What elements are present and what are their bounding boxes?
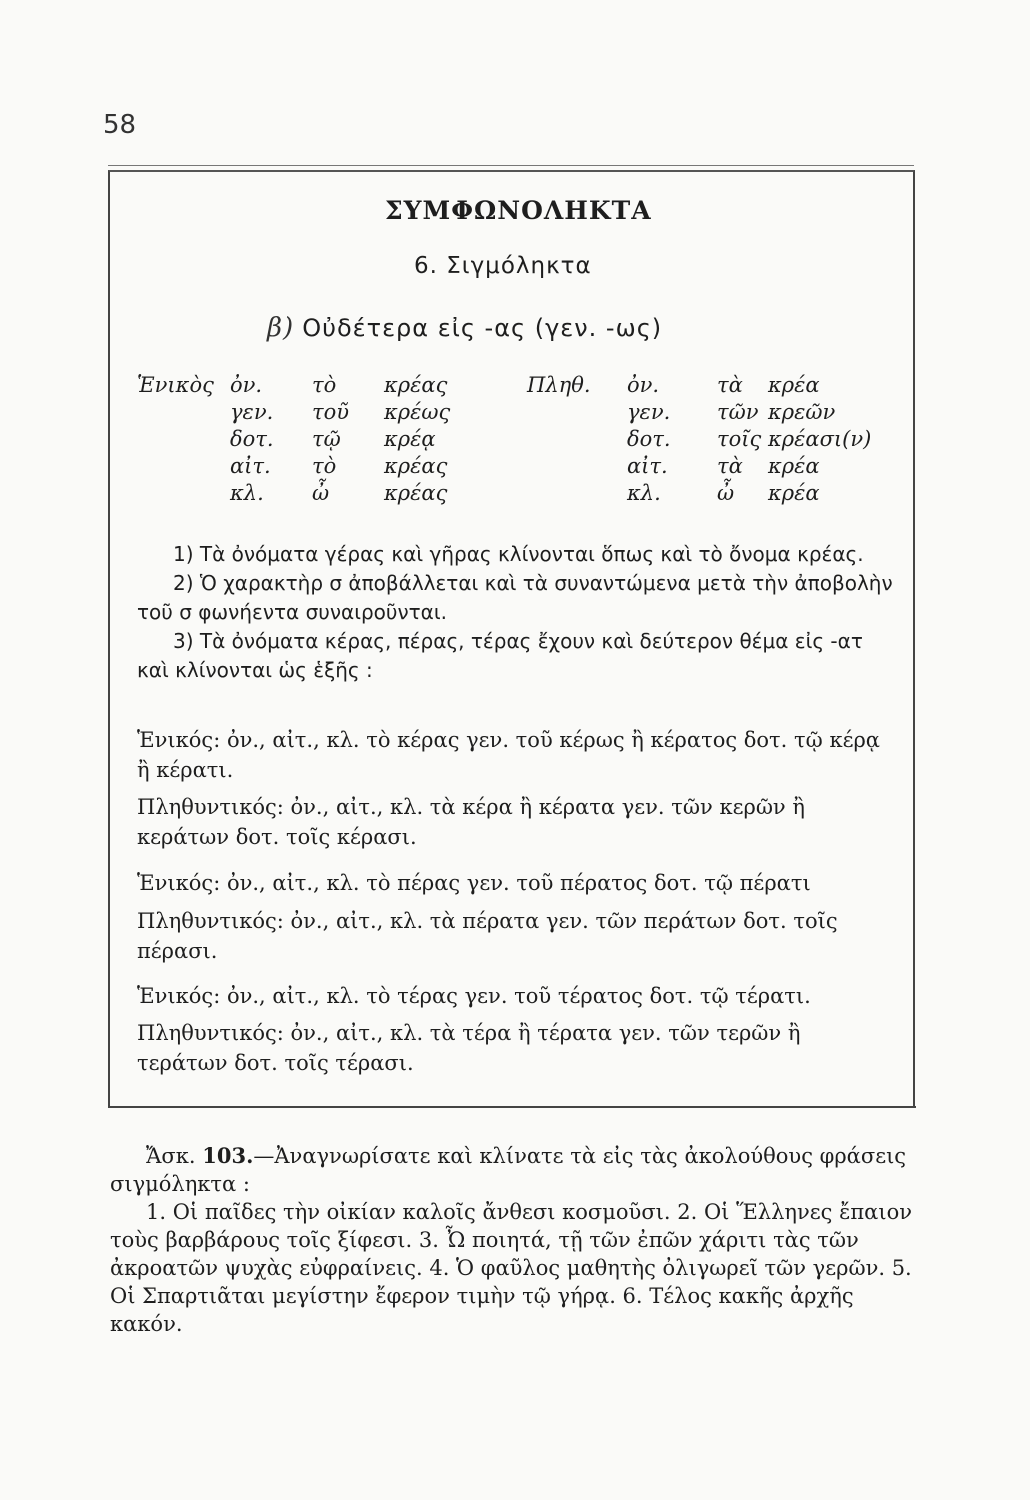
case-label: αἰτ. <box>627 454 668 478</box>
case-label: δοτ. <box>230 427 274 451</box>
noun-form: κρέας <box>384 481 448 505</box>
noun-form: κρέασι(ν) <box>768 427 872 451</box>
note-1: 1) Τὰ ὀνόματα γέρας καὶ γῆρας κλίνονται ὅπως καὶ τὸ ὄνομα κρέας. <box>173 542 864 566</box>
case-label: γεν. <box>627 400 671 424</box>
noun-form: κρέᾳ <box>384 427 436 451</box>
declension-pera-singular: Ἑνικός: ὀν., αἰτ., κλ. τὸ πέρας γεν. τοῦ πέρατος δοτ. τῷ πέρατι <box>137 871 811 895</box>
exercise-sentences: 1. Οἱ παῖδες τὴν οἰκίαν καλοῖς ἄνθεσι κοσμοῦσι. 2. Οἱ Ἕλληνες ἔπαιον τοὺς βαρβάρους τοῖς ξίφεσι. 3. Ὦ ποιητά, τῇ τῶν ἐπῶν χάριτι τὰς τῶν ἀκροατῶν ψυχὰς εὐφραίνεις. 4. Ὁ φαῦλος μαθητὴς ὀλιγωρεῖ τῶν γερῶν. 5. Οἱ Σπαρτιᾶται μεγίστην ἔφερον τιμὴν τῷ γήρᾳ. 6. Τέλος κακῆς ἀρχῆς κακόν. <box>110 1200 912 1336</box>
declension-pera-plural: Πληθυντικός: ὀν., αἰτ., κλ. τὰ πέρατα γεν. τῶν περάτων δοτ. τοῖς πέρασι. <box>137 909 838 963</box>
handwritten-marker: β) <box>267 313 295 343</box>
case-label: κλ. <box>230 481 264 505</box>
case-label: δοτ. <box>627 427 671 451</box>
section-title: Οὐδέτερα εἰς -ας (γεν. -ως) <box>302 314 663 342</box>
note-2: 2) Ὁ χαρακτὴρ σ ἀποβάλλεται καὶ τὰ συναντώμενα μετὰ τὴν ἀποβολὴν τοῦ σ φωνήεντα συναιροῦνται. <box>137 571 893 624</box>
article: τῷ <box>312 427 341 451</box>
exercise-prefix: Ἄσκ. <box>146 1144 196 1168</box>
article: τὰ <box>717 373 743 397</box>
article: τὸ <box>312 373 337 397</box>
article: τοῦ <box>312 400 350 424</box>
article: τοῖς <box>717 427 762 451</box>
section-heading <box>267 313 662 343</box>
exercise-heading <box>110 1142 922 1198</box>
article: τὰ <box>717 454 743 478</box>
declension-kera-singular: Ἑνικός: ὀν., αἰτ., κλ. τὸ κέρας γεν. τοῦ κέρως ἢ κέρατος δοτ. τῷ κέρᾳ ἢ κέρατι. <box>137 728 880 782</box>
noun-form: κρέα <box>768 481 820 505</box>
case-label: γεν. <box>230 400 274 424</box>
singular-label: Ἑνικὸς <box>137 373 214 397</box>
noun-form: κρέας <box>384 373 448 397</box>
note-3: 3) Τὰ ὀνόματα κέρας, πέρας, τέρας ἔχουν καὶ δεύτερον θέμα εἰς -ατ καὶ κλίνονται ὡς ἑξῆς : <box>137 629 863 682</box>
article: τὸ <box>312 454 337 478</box>
article: τῶν <box>717 400 759 424</box>
noun-form: κρέα <box>768 373 820 397</box>
declension-tera-singular: Ἑνικός: ὀν., αἰτ., κλ. τὸ τέρας γεν. τοῦ τέρατος δοτ. τῷ τέρατι. <box>137 984 811 1008</box>
box-subtitle: 6. Σιγμόληκτα <box>414 253 592 279</box>
case-label: ὀν. <box>230 373 263 397</box>
article: ὦ <box>312 481 330 505</box>
case-label: κλ. <box>627 481 661 505</box>
case-label: ὀν. <box>627 373 660 397</box>
noun-form: κρέα <box>768 454 820 478</box>
paradigm-singular <box>0 372 1030 512</box>
declension-kera-plural: Πληθυντικός: ὀν., αἰτ., κλ. τὰ κέρα ἢ κέρατα γεν. τῶν κερῶν ἢ κεράτων δοτ. τοῖς κέρασι. <box>137 795 805 849</box>
article: ὦ <box>717 481 735 505</box>
exercise-instruction: —Ἀναγνωρίσατε καὶ κλίνατε τὰ εἰς τὰς ἀκολούθους φράσεις σιγμόληκτα : <box>110 1144 907 1196</box>
exercise-number: 103. <box>202 1143 254 1168</box>
exercise <box>110 1142 922 1338</box>
case-label: αἰτ. <box>230 454 271 478</box>
noun-form: κρέας <box>384 454 448 478</box>
noun-form: κρέως <box>384 400 451 424</box>
plural-label: Πληθ. <box>527 373 591 397</box>
declension-tera-plural: Πληθυντικός: ὀν., αἰτ., κλ. τὰ τέρα ἢ τέρατα γεν. τῶν τερῶν ἢ τεράτων δοτ. τοῖς τέρασι. <box>137 1021 801 1075</box>
noun-form: κρεῶν <box>768 400 836 424</box>
box-bottom-rule <box>108 1106 916 1108</box>
notes <box>137 540 897 685</box>
box-title: ΣΥΜΦΩΝΟΛΗΚΤΑ <box>385 196 652 225</box>
box-top-rule <box>108 165 914 166</box>
page-number: 58 <box>103 110 137 140</box>
